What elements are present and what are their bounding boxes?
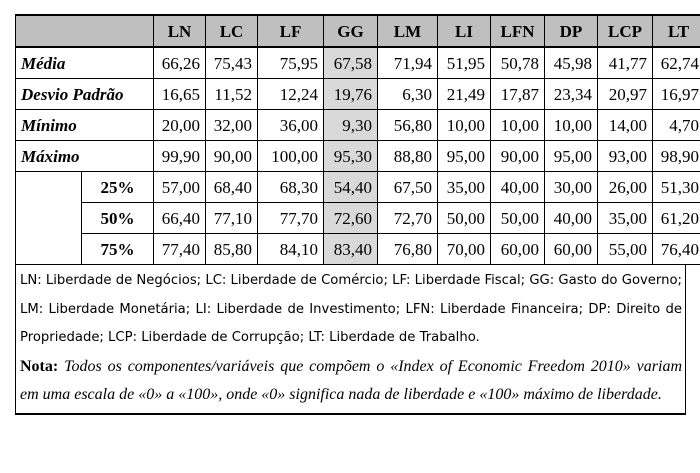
- table-cell: 70,00: [438, 234, 491, 265]
- table-cell: 68,30: [258, 172, 324, 203]
- table-cell: 66,26: [154, 47, 206, 79]
- table-cell: 57,00: [154, 172, 206, 203]
- table-cell: 19,76: [324, 79, 378, 110]
- table-cell: 35,00: [438, 172, 491, 203]
- table-cell: 98,90: [653, 141, 700, 172]
- abbreviation-legend: LN: Liberdade de Negócios; LC: Liberdade de Comércio; LF: Liberdade Fiscal; GG: Gasto do Governo; LM: Liberdade Monetária; LI: Liberdade de Investimento; LFN: Liberdade Financeira; DP: Direito de Propriedade; LCP: Liberdade de Corrupção; LT: Liberdade de Trabalho.: [20, 273, 682, 345]
- percentile-label: 75%: [82, 234, 154, 265]
- table-row: [16, 110, 700, 141]
- column-header-lm: LM: [378, 15, 438, 47]
- footnote-text: Todos os componentes/variáveis que compõem o «Index of Economic Freedom 2010» variam em uma escala de «0» a «100», onde «0» significa nada de liberdade e «100» máximo de liberdade.: [20, 357, 682, 403]
- statistics-table-container: [15, 14, 699, 415]
- table-cell: 71,94: [378, 47, 438, 79]
- table-cell: 90,00: [491, 141, 545, 172]
- table-cell: 30,00: [545, 172, 598, 203]
- table-cell: 50,78: [491, 47, 545, 79]
- table-cell: 84,10: [258, 234, 324, 265]
- table-notes: [15, 265, 686, 415]
- table-cell: 67,50: [378, 172, 438, 203]
- table-cell: 62,74: [653, 47, 700, 79]
- table-cell: 50,00: [491, 203, 545, 234]
- table-cell: 51,30: [653, 172, 700, 203]
- column-header-lc: LC: [206, 15, 258, 47]
- table-cell: 95,00: [438, 141, 491, 172]
- table-cell: 76,40: [653, 234, 700, 265]
- table-cell: 55,00: [598, 234, 653, 265]
- table-cell: 77,40: [154, 234, 206, 265]
- table-cell: 99,90: [154, 141, 206, 172]
- table-cell: 90,00: [206, 141, 258, 172]
- table-cell: 26,00: [598, 172, 653, 203]
- table-cell: 66,40: [154, 203, 206, 234]
- table-cell: 60,00: [545, 234, 598, 265]
- column-header-lt: LT: [653, 15, 700, 47]
- table-cell: 51,95: [438, 47, 491, 79]
- table-cell: 77,10: [206, 203, 258, 234]
- table-footnote: [20, 353, 682, 410]
- table-cell: 4,70: [653, 110, 700, 141]
- table-cell: 77,70: [258, 203, 324, 234]
- table-row: [16, 234, 700, 265]
- table-cell: 9,30: [324, 110, 378, 141]
- table-cell: 12,24: [258, 79, 324, 110]
- table-row: [16, 79, 700, 110]
- table-cell: 23,34: [545, 79, 598, 110]
- column-header-lfn: LFN: [491, 15, 545, 47]
- percentile-label: 25%: [82, 172, 154, 203]
- table-cell: 10,00: [438, 110, 491, 141]
- column-header-lf: LF: [258, 15, 324, 47]
- table-cell: 61,20: [653, 203, 700, 234]
- table-cell: 60,00: [491, 234, 545, 265]
- row-label: Desvio Padrão: [16, 79, 154, 110]
- table-row: [16, 172, 700, 203]
- table-row: [16, 141, 700, 172]
- table-cell: 72,60: [324, 203, 378, 234]
- percentile-label: 50%: [82, 203, 154, 234]
- header-row: [16, 15, 700, 47]
- column-header-gg: GG: [324, 15, 378, 47]
- column-header-ln: LN: [154, 15, 206, 47]
- table-cell: 95,00: [545, 141, 598, 172]
- table-cell: 20,00: [154, 110, 206, 141]
- table-cell: 54,40: [324, 172, 378, 203]
- table-cell: 10,00: [545, 110, 598, 141]
- footnote-label: Nota:: [20, 357, 59, 375]
- table-row: [16, 47, 700, 79]
- row-label: Máximo: [16, 141, 154, 172]
- table-cell: 88,80: [378, 141, 438, 172]
- table-cell: 83,40: [324, 234, 378, 265]
- table-row: [16, 203, 700, 234]
- column-header-li: LI: [438, 15, 491, 47]
- table-cell: 68,40: [206, 172, 258, 203]
- table-cell: 95,30: [324, 141, 378, 172]
- row-label: Mínimo: [16, 110, 154, 141]
- table-cell: 32,00: [206, 110, 258, 141]
- table-cell: 20,97: [598, 79, 653, 110]
- table-cell: 11,52: [206, 79, 258, 110]
- table-cell: 14,00: [598, 110, 653, 141]
- percentile-group-cell: [16, 172, 82, 265]
- table-cell: 40,00: [545, 203, 598, 234]
- table-cell: 17,87: [491, 79, 545, 110]
- table-cell: 45,98: [545, 47, 598, 79]
- table-cell: 6,30: [378, 79, 438, 110]
- table-cell: 76,80: [378, 234, 438, 265]
- table-cell: 75,43: [206, 47, 258, 79]
- table-cell: 16,97: [653, 79, 700, 110]
- row-label: Média: [16, 47, 154, 79]
- table-cell: 10,00: [491, 110, 545, 141]
- column-header-lcp: LCP: [598, 15, 653, 47]
- table-cell: 16,65: [154, 79, 206, 110]
- table-cell: 50,00: [438, 203, 491, 234]
- table-cell: 35,00: [598, 203, 653, 234]
- table-cell: 100,00: [258, 141, 324, 172]
- descriptive-statistics-table: [15, 14, 700, 265]
- table-cell: 72,70: [378, 203, 438, 234]
- table-cell: 36,00: [258, 110, 324, 141]
- column-header-dp: DP: [545, 15, 598, 47]
- table-cell: 75,95: [258, 47, 324, 79]
- table-cell: 93,00: [598, 141, 653, 172]
- header-corner-cell: [16, 15, 154, 47]
- table-cell: 41,77: [598, 47, 653, 79]
- table-cell: 85,80: [206, 234, 258, 265]
- table-cell: 56,80: [378, 110, 438, 141]
- table-cell: 21,49: [438, 79, 491, 110]
- table-cell: 40,00: [491, 172, 545, 203]
- table-cell: 67,58: [324, 47, 378, 79]
